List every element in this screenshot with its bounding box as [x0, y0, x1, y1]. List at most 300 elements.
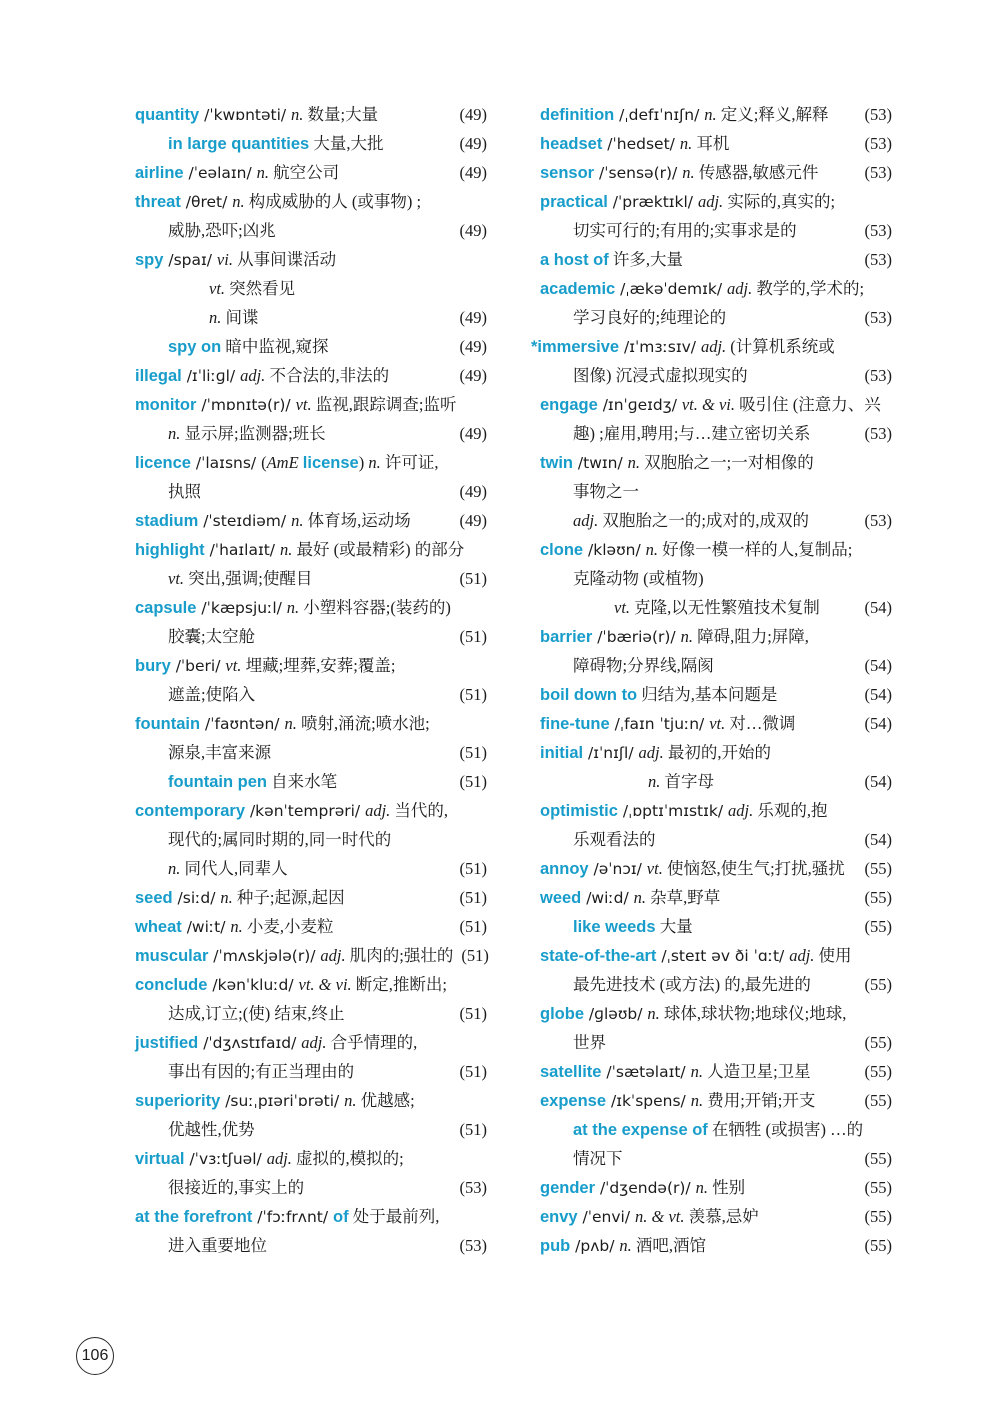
- part-of-speech: adj.: [726, 279, 753, 298]
- chinese-definition: 对…微调: [725, 714, 796, 733]
- page-reference: (55): [864, 888, 892, 907]
- entry-line: [135, 680, 487, 709]
- phonetic: /ˈkwɒntəti/: [199, 106, 292, 124]
- entry-text: [540, 158, 818, 188]
- entry-text: [168, 1115, 255, 1144]
- entry-line: [135, 390, 487, 419]
- entry-line: [135, 216, 487, 245]
- entry-line: [540, 100, 892, 129]
- part-of-speech: n.: [344, 1091, 357, 1110]
- headword: airline: [135, 164, 184, 182]
- part-of-speech: AmE: [266, 453, 303, 472]
- glossary-column-right: [531, 100, 892, 1260]
- entry-text: [540, 709, 795, 739]
- headword: at the expense of: [573, 1121, 708, 1139]
- entry-text: [168, 564, 312, 593]
- entry-line: [135, 535, 487, 564]
- entry-text: [573, 477, 639, 506]
- entry-line: [540, 187, 892, 216]
- phonetic: /suːˌpɪəriˈɒrəti/: [220, 1092, 345, 1110]
- part-of-speech: n. & vt.: [635, 1207, 685, 1226]
- entry-line: [135, 332, 487, 361]
- chinese-definition: 障碍,阻力;屏障,: [692, 627, 809, 646]
- headword: fountain pen: [168, 773, 267, 791]
- part-of-speech: n.: [291, 511, 304, 530]
- entry-text: [168, 622, 255, 651]
- part-of-speech: adj.: [789, 946, 815, 965]
- entry-text: [540, 1231, 706, 1261]
- page-reference: (55): [864, 859, 892, 878]
- entry-line: [540, 274, 892, 303]
- chinese-definition: 小塑料容器;(装药的): [299, 598, 451, 617]
- entry-text: [573, 361, 748, 390]
- chinese-definition: 威胁,恐吓;凶兆: [168, 221, 276, 240]
- headword: state-of-the-art: [540, 947, 657, 965]
- chinese-definition: 达成,订立;(使) 结束,终止: [168, 1004, 345, 1023]
- chinese-definition: 源泉,丰富来源: [168, 743, 272, 762]
- phonetic: /ˈsteɪdiəm/: [198, 512, 292, 530]
- part-of-speech: n.: [232, 192, 245, 211]
- entry-text: [573, 970, 811, 999]
- chinese-definition: 教学的,学术的;: [752, 279, 865, 298]
- page-reference: (55): [864, 1062, 892, 1081]
- entry-line: [540, 216, 892, 245]
- entry-line: [135, 1144, 487, 1173]
- headword: a host of: [540, 251, 609, 269]
- entry-text: [135, 158, 339, 188]
- headword: twin: [540, 454, 573, 472]
- entry-text: [168, 1173, 304, 1202]
- entry-text: [168, 999, 344, 1028]
- entry-text: [540, 245, 683, 275]
- page-reference: (51): [459, 888, 487, 907]
- phonetic: /wiːt/: [181, 918, 231, 936]
- chinese-definition: 大量,大批: [309, 134, 384, 153]
- headword: fountain: [135, 715, 201, 733]
- chinese-definition: 胶囊;太空舱: [168, 627, 256, 646]
- part-of-speech: adj.: [700, 337, 727, 356]
- phonetic: /ˈmʌskjələ(r)/: [208, 947, 321, 965]
- entry-line: [135, 245, 487, 274]
- chinese-definition: 处于最前列,: [348, 1207, 440, 1226]
- page-reference: (51): [459, 627, 487, 646]
- entry-text: [540, 941, 852, 971]
- chinese-definition: 事出有因的;有正当理由的: [168, 1062, 355, 1081]
- entry-text: [168, 129, 383, 159]
- entry-line: [135, 999, 487, 1028]
- headword: seed: [135, 889, 173, 907]
- page-reference: (53): [864, 511, 892, 530]
- phonetic: /ɪˈnɪʃl/: [583, 744, 639, 762]
- entry-text: [168, 738, 271, 767]
- entry-line: [135, 129, 487, 158]
- entry-line: [135, 361, 487, 390]
- entry-line: [135, 796, 487, 825]
- chinese-definition: 趣) ;雇用,聘用;与…建立密切关系: [573, 424, 811, 443]
- entry-text: [135, 535, 464, 565]
- phonetic: /ˈhedset/: [602, 135, 680, 153]
- part-of-speech: adj.: [365, 801, 391, 820]
- phonetic: /θret/: [180, 193, 233, 211]
- part-of-speech: n.: [168, 859, 181, 878]
- phonetic: /siːd/: [172, 889, 221, 907]
- entry-text: [540, 854, 845, 884]
- entry-line: [135, 448, 487, 477]
- part-of-speech: n.: [209, 308, 222, 327]
- headword: boil down to: [540, 686, 638, 704]
- page-number-badge: [76, 1337, 114, 1375]
- entry-text: [573, 216, 797, 245]
- part-of-speech: vt.: [225, 656, 242, 675]
- phonetic: /ˈpræktɪkl/: [607, 193, 698, 211]
- entry-line: [135, 100, 487, 129]
- phonetic: /kənˈkluːd/: [207, 976, 299, 994]
- entry-text: [168, 1231, 267, 1260]
- chinese-definition: 许多,大量: [608, 250, 683, 269]
- chinese-definition: 体育场,运动场: [303, 511, 411, 530]
- page-reference: (51): [461, 946, 489, 965]
- headword: engage: [540, 396, 598, 414]
- chinese-definition: 数量;大量: [303, 105, 379, 124]
- entry-line: [135, 941, 487, 970]
- page-reference: (55): [864, 917, 892, 936]
- phonetic: /ˈkæpsjuːl/: [196, 599, 287, 617]
- headword: highlight: [135, 541, 205, 559]
- phonetic: /ˈlaɪsns/: [190, 454, 262, 472]
- part-of-speech: vt. & vi.: [298, 975, 352, 994]
- entry-line: [135, 506, 487, 535]
- chinese-definition: 优越性,优势: [168, 1120, 255, 1139]
- page-reference: (55): [864, 1033, 892, 1052]
- chinese-definition: 最先进技术 (或方法) 的,最先进的: [573, 975, 811, 994]
- entry-text: [540, 390, 881, 420]
- entry-line: [540, 129, 892, 158]
- chinese-definition: 不合法的,非法的: [265, 366, 390, 385]
- chinese-definition: 进入重要地位: [168, 1236, 267, 1255]
- entry-text: [168, 419, 326, 448]
- chinese-definition: 显示屏;监测器;班长: [180, 424, 326, 443]
- chinese-definition: 在牺牲 (或损害) …的: [707, 1120, 864, 1139]
- entry-line: [540, 796, 892, 825]
- chinese-definition: 传感器,敏感元件: [694, 163, 819, 182]
- entry-text: [573, 912, 693, 942]
- part-of-speech: n.: [619, 1236, 632, 1255]
- page-reference: (53): [864, 221, 892, 240]
- headword: capsule: [135, 599, 197, 617]
- part-of-speech: adj.: [728, 801, 754, 820]
- part-of-speech: adj.: [320, 946, 346, 965]
- entry-line: [540, 1115, 892, 1144]
- chinese-definition: 图像) 沉浸式虚拟现实的: [573, 366, 748, 385]
- headword: expense: [540, 1092, 607, 1110]
- entry-text: [540, 129, 729, 159]
- entry-line: [540, 1057, 892, 1086]
- page-reference: (51): [459, 1120, 487, 1139]
- chinese-definition: 监视,跟踪调查;监听: [311, 395, 457, 414]
- entry-line: [540, 883, 892, 912]
- page-reference: (49): [459, 221, 487, 240]
- page-reference: (53): [459, 1236, 487, 1255]
- chinese-definition: 许可证,: [380, 453, 439, 472]
- part-of-speech: adj.: [573, 511, 599, 530]
- phonetic: /wiːd/: [581, 889, 634, 907]
- headword: gender: [540, 1179, 596, 1197]
- page-reference: (53): [864, 134, 892, 153]
- page-reference: (55): [864, 1236, 892, 1255]
- phonetic: /ˈfɔːfrʌnt/: [252, 1208, 333, 1226]
- part-of-speech: n.: [704, 105, 717, 124]
- headword: pub: [540, 1237, 571, 1255]
- page-reference: (51): [459, 917, 487, 936]
- headword: globe: [540, 1005, 584, 1023]
- page-reference: (49): [459, 366, 487, 385]
- page-reference: (55): [864, 1207, 892, 1226]
- chinese-definition: 双胞胎之一;一对相像的: [640, 453, 814, 472]
- chinese-definition: 突然看见: [225, 279, 296, 298]
- headword: practical: [540, 193, 608, 211]
- entry-text: [135, 1144, 404, 1174]
- headword: monitor: [135, 396, 197, 414]
- page-reference: (51): [459, 1004, 487, 1023]
- phonetic: /ˈdʒendə(r)/: [595, 1179, 696, 1197]
- entry-line: [540, 158, 892, 187]
- phonetic: /ˈhaɪlaɪt/: [204, 541, 280, 559]
- chinese-definition: 最初的,开始的: [663, 743, 771, 762]
- entry-text: [135, 390, 456, 420]
- part-of-speech: adj.: [266, 1149, 292, 1168]
- entry-line: [135, 622, 487, 651]
- entry-text: [540, 187, 835, 217]
- entry-text: [168, 477, 201, 506]
- headword: clone: [540, 541, 584, 559]
- part-of-speech: vt.: [646, 859, 663, 878]
- chinese-definition: 当代的,: [390, 801, 449, 820]
- chinese-definition: 切实可行的;有用的;实事求是的: [573, 221, 797, 240]
- part-of-speech: n.: [627, 453, 641, 472]
- entry-line: [540, 245, 892, 274]
- phonetic: /ˈfaʊntən/: [200, 715, 285, 733]
- headword: licence: [135, 454, 191, 472]
- entry-text: [209, 303, 259, 332]
- chinese-definition: 大量: [655, 917, 693, 936]
- part-of-speech: vt.: [614, 598, 631, 617]
- headword: sensor: [540, 164, 595, 182]
- headword: initial: [540, 744, 584, 762]
- glossary-columns: [135, 100, 892, 1260]
- entry-text: [168, 767, 337, 797]
- entry-line: [135, 1202, 487, 1231]
- entry-line: [135, 187, 487, 216]
- chinese-definition: 最好 (或最精彩) 的部分: [292, 540, 465, 559]
- chinese-definition: 优越感;: [356, 1091, 415, 1110]
- headword: illegal: [135, 367, 182, 385]
- entry-text: [168, 854, 288, 883]
- phonetic: /ˌɒptɪˈmɪstɪk/: [617, 802, 729, 820]
- entry-line: [540, 970, 892, 999]
- entry-line: [540, 622, 892, 651]
- part-of-speech: adj.: [240, 366, 266, 385]
- phonetic: /əˈnɔɪ/: [588, 860, 647, 878]
- entry-text: [135, 593, 451, 623]
- chinese-definition: 人造卫星;卫星: [702, 1062, 811, 1081]
- headword: weed: [540, 889, 582, 907]
- entry-text: [540, 535, 852, 565]
- entry-text: [135, 361, 389, 391]
- part-of-speech: vt. & vi.: [681, 395, 736, 414]
- part-of-speech: adj.: [638, 743, 664, 762]
- phonetic: /ˈdʒʌstɪfaɪd/: [198, 1034, 302, 1052]
- entry-line: [540, 564, 892, 593]
- chinese-definition: 使恼怒,使生气;打扰,骚扰: [662, 859, 845, 878]
- entry-text: [540, 274, 864, 304]
- part-of-speech: n.: [695, 1178, 708, 1197]
- page-reference: (55): [864, 975, 892, 994]
- entry-line: [135, 274, 487, 303]
- entry-text: [135, 1086, 415, 1116]
- entry-line: [135, 564, 487, 593]
- page-reference: (49): [459, 163, 487, 182]
- entry-line: [135, 1086, 487, 1115]
- entry-line: [540, 912, 892, 941]
- part-of-speech: n.: [291, 105, 304, 124]
- entry-text: [168, 825, 391, 854]
- page-reference: (49): [459, 482, 487, 501]
- entry-text: [531, 332, 835, 362]
- phonetic: /ˈberi/: [170, 657, 226, 675]
- entry-line: [540, 593, 892, 622]
- chinese-definition: 实际的,真实的;: [723, 192, 836, 211]
- part-of-speech: n.: [284, 714, 297, 733]
- phonetic: /twɪn/: [573, 454, 628, 472]
- entry-line: [540, 361, 892, 390]
- chinese-definition: 定义;释义,解释: [716, 105, 829, 124]
- entry-line: [540, 477, 892, 506]
- entry-text: [168, 216, 276, 245]
- headword: envy: [540, 1208, 578, 1226]
- page-number: 106: [81, 1347, 109, 1364]
- page-reference: (49): [459, 134, 487, 153]
- page-reference: (49): [459, 105, 487, 124]
- chinese-definition: 障碍物;分界线,隔阂: [573, 656, 714, 675]
- part-of-speech: vt.: [168, 569, 185, 588]
- entry-text: [573, 419, 810, 448]
- entry-line: [540, 1202, 892, 1231]
- phonetic: /ˈvɜːtʃuəl/: [184, 1150, 267, 1168]
- headword: quantity: [135, 106, 200, 124]
- headword: spy: [135, 251, 164, 269]
- chinese-definition: 虚拟的,模拟的;: [291, 1149, 404, 1168]
- chinese-definition: 酒吧,酒馆: [631, 1236, 707, 1255]
- part-of-speech: vt.: [709, 714, 726, 733]
- entry-text: [573, 564, 704, 593]
- chinese-definition: 突出,强调;使醒目: [184, 569, 313, 588]
- entry-text: [573, 1028, 606, 1057]
- chinese-definition: 吸引住 (注意力、兴: [735, 395, 881, 414]
- chinese-definition: 双胞胎之一的;成对的,成双的: [598, 511, 810, 530]
- part-of-speech: n.: [645, 540, 658, 559]
- phonetic: /ˈbæriə(r)/: [592, 628, 681, 646]
- entry-line: [540, 680, 892, 709]
- phonetic: /spaɪ/: [163, 251, 217, 269]
- entry-text: [135, 709, 430, 739]
- phonetic: /ˈeəlaɪn/: [183, 164, 257, 182]
- chinese-definition: 同代人,同辈人: [180, 859, 288, 878]
- phonetic: /ˈsensə(r)/: [594, 164, 683, 182]
- headword: of: [333, 1208, 349, 1226]
- page-reference: (49): [459, 511, 487, 530]
- headword: barrier: [540, 628, 593, 646]
- phonetic: /ɪˈliːɡl/: [181, 367, 241, 385]
- part-of-speech: n.: [680, 627, 693, 646]
- headword: justified: [135, 1034, 199, 1052]
- entry-text: [135, 1202, 439, 1232]
- chinese-definition: 现代的;属同时期的,同一时代的: [168, 830, 392, 849]
- phonetic: /ˈmɒnɪtə(r)/: [196, 396, 296, 414]
- entry-line: [540, 651, 892, 680]
- entry-line: [135, 651, 487, 680]
- headword: fine-tune: [540, 715, 610, 733]
- chinese-definition: (计算机系统或: [726, 337, 835, 356]
- entry-text: [209, 274, 295, 303]
- part-of-speech: n.: [633, 888, 646, 907]
- headword: muscular: [135, 947, 209, 965]
- entry-text: [540, 738, 771, 768]
- phonetic: /ˈenvi/: [577, 1208, 636, 1226]
- page-reference: (51): [459, 743, 487, 762]
- chinese-definition: 情况下: [573, 1149, 623, 1168]
- chinese-definition: 事物之一: [573, 482, 639, 501]
- chinese-definition: 归结为,基本问题是: [637, 685, 778, 704]
- entry-text: [573, 825, 656, 854]
- entry-line: [540, 709, 892, 738]
- phonetic: /ˈsætəlaɪt/: [601, 1063, 691, 1081]
- entry-text: [540, 796, 828, 826]
- entry-line: [135, 970, 487, 999]
- entry-text: [135, 506, 411, 536]
- entry-line: [135, 738, 487, 767]
- entry-line: [540, 999, 892, 1028]
- entry-line: [540, 506, 892, 535]
- plain-text: (: [261, 453, 267, 472]
- chinese-definition: 间谍: [221, 308, 259, 327]
- plain-text: ): [358, 453, 369, 472]
- entry-text: [135, 448, 439, 478]
- page-reference: (55): [864, 1178, 892, 1197]
- chinese-definition: 费用;开销;开支: [703, 1091, 816, 1110]
- chinese-definition: 世界: [573, 1033, 606, 1052]
- phonetic: /ˌækəˈdemɪk/: [615, 280, 727, 298]
- chinese-definition: 航空公司: [269, 163, 340, 182]
- part-of-speech: vi.: [216, 250, 233, 269]
- glossary-column-left: [135, 100, 487, 1260]
- page-reference: (55): [864, 1091, 892, 1110]
- entry-text: [135, 187, 421, 217]
- part-of-speech: n.: [690, 1091, 704, 1110]
- page-reference: (54): [864, 656, 892, 675]
- chinese-definition: 乐观看法的: [573, 830, 656, 849]
- entry-text: [573, 651, 714, 680]
- entry-text: [168, 680, 255, 709]
- entry-line: [540, 448, 892, 477]
- entry-line: [531, 332, 892, 361]
- headword: headset: [540, 135, 603, 153]
- headword: spy on: [168, 338, 222, 356]
- entry-line: [540, 767, 892, 796]
- phonetic: /ɪnˈɡeɪdʒ/: [597, 396, 682, 414]
- chinese-definition: 构成威胁的人 (或事物) ;: [244, 192, 422, 211]
- entry-line: [135, 709, 487, 738]
- page-reference: (54): [864, 830, 892, 849]
